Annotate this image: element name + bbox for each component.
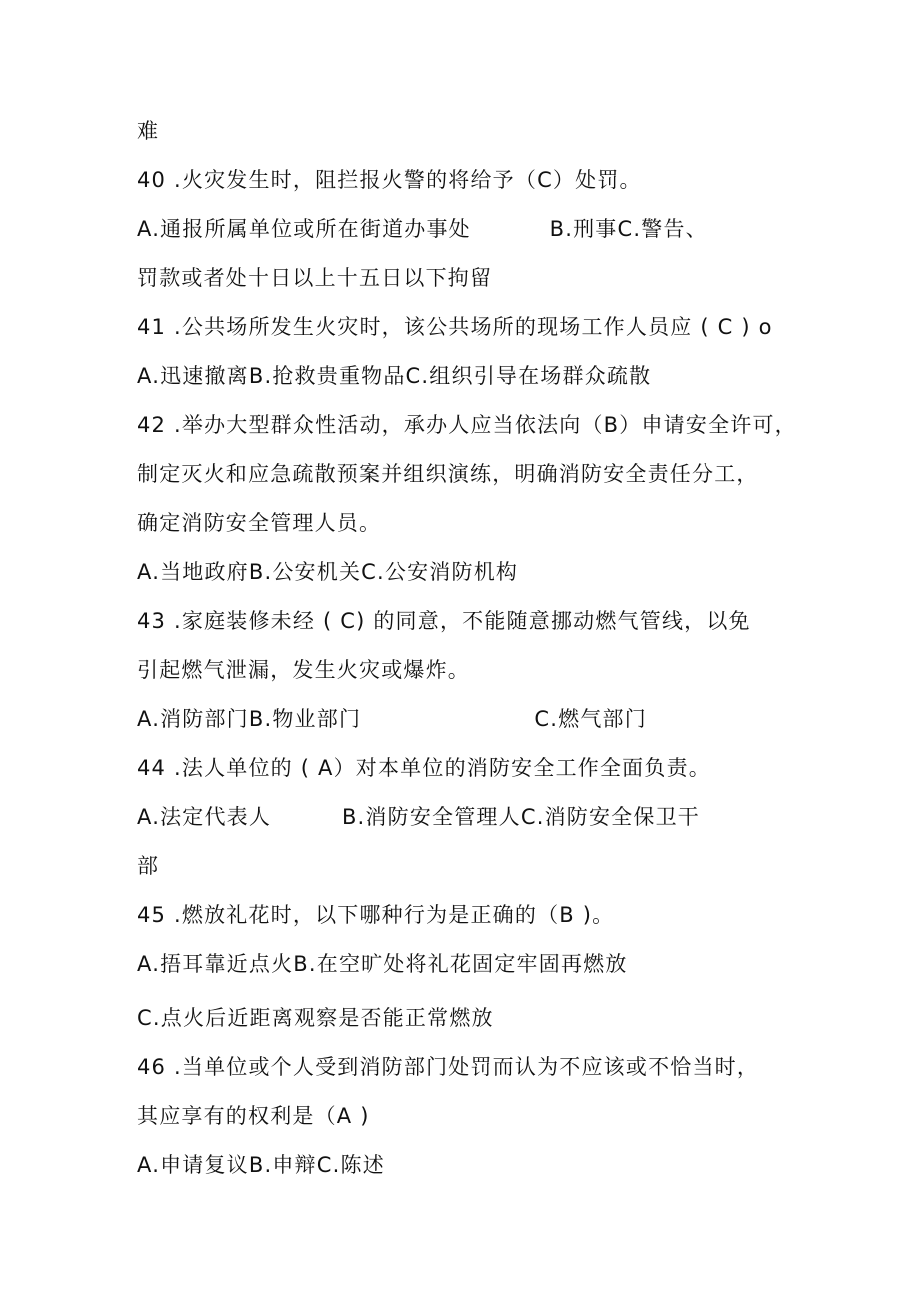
options-45-line-2: C.点火后近距离观察是否能正常燃放 — [137, 1006, 494, 1030]
question-44: 44 .法人单位的 ( A）对本单位的消防安全工作全面负责。 — [137, 756, 711, 780]
question-43-line-2: 引起燃气泄漏，发生火灾或爆炸。 — [137, 658, 470, 682]
question-46-line-1: 46 .当单位或个人受到消防部门处罚而认为不应该或不恰当时， — [137, 1055, 760, 1079]
options-44-line-2: 部 — [137, 854, 160, 878]
options-43: A.消防部门B.物业部门 C.燃气部门 — [137, 707, 647, 731]
options-42: A.当地政府B.公安机关C.公安消防机构 — [137, 560, 519, 584]
options-40-line-2: 罚款或者处十日以上十五日以下拘留 — [137, 266, 493, 290]
options-40-line-1: A.通报所属单位或所在街道办事处 B.刑事C.警告、 — [137, 217, 708, 241]
options-44-line-1: A.法定代表人 B.消防安全管理人C.消防安全保卫干 — [137, 805, 700, 829]
question-41: 41 .公共场所发生火灾时，该公共场所的现场工作人员应 ( C ) o — [137, 315, 773, 339]
options-45-line-1: A.捂耳靠近点火B.在空旷处将礼花固定牢固再燃放 — [137, 952, 628, 976]
question-42-line-1: 42 .举办大型群众性活动，承办人应当依法向（B）申请安全许可， — [137, 413, 797, 437]
options-46: A.申请复议B.申辩C.陈述 — [137, 1153, 385, 1177]
options-41: A.迅速撤离B.抢救贵重物品C.组织引导在场群众疏散 — [137, 364, 652, 388]
question-45: 45 .燃放礼花时，以下哪种行为是正确的（B )。 — [137, 903, 615, 927]
question-40: 40 .火灾发生时，阻拦报火警的将给予（C）处罚。 — [137, 168, 642, 192]
text-line-0: 难 — [137, 119, 160, 143]
question-42-line-2: 制定灭火和应急疏散预案并组织演练，明确消防安全责任分工， — [137, 462, 759, 486]
question-42-line-3: 确定消防安全管理人员。 — [137, 511, 382, 535]
question-46-line-2: 其应享有的权利是（A ) — [137, 1104, 370, 1128]
question-43-line-1: 43 .家庭装修未经 ( C) 的同意，不能随意挪动燃气管线，以免 — [137, 609, 751, 633]
